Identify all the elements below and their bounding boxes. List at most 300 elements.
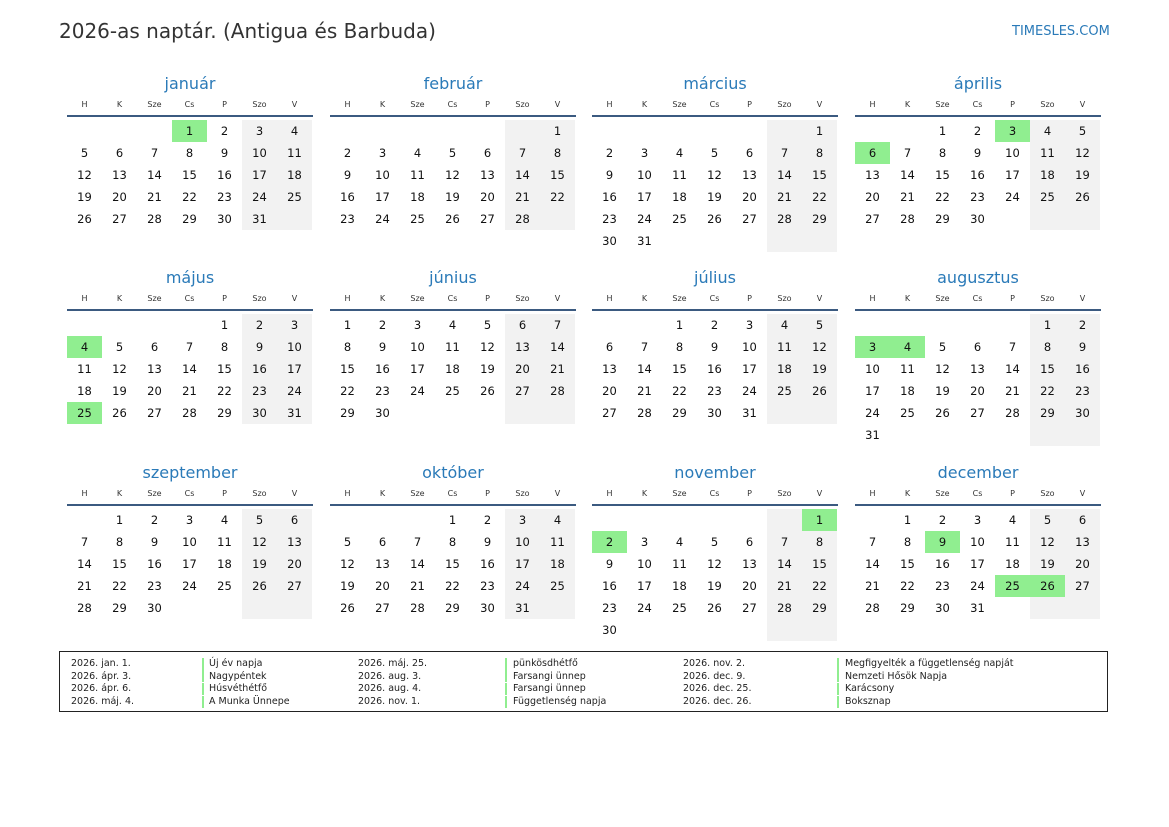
day-cell[interactable]: 24 [1005, 190, 1020, 204]
day-cell[interactable]: 18 [277, 164, 312, 186]
day-cell[interactable]: 4 [1008, 513, 1017, 527]
day-cell[interactable]: 6 [277, 509, 312, 531]
day-cell[interactable]: 14 [182, 362, 197, 376]
holiday-day-cell[interactable]: 4 [890, 336, 925, 358]
day-cell[interactable]: 25 [217, 579, 232, 593]
day-cell[interactable]: 27 [375, 601, 390, 615]
day-cell[interactable]: 13 [147, 362, 162, 376]
day-cell[interactable]: 19 [77, 190, 92, 204]
holiday-day-cell[interactable]: 26 [1030, 575, 1065, 597]
day-cell[interactable]: 14 [540, 336, 575, 358]
day-cell[interactable]: 21 [182, 384, 197, 398]
day-cell[interactable]: 6 [745, 146, 754, 160]
day-cell[interactable]: 25 [767, 380, 802, 402]
day-cell[interactable]: 15 [112, 557, 127, 571]
day-cell[interactable]: 16 [602, 190, 617, 204]
day-cell[interactable]: 8 [938, 146, 947, 160]
day-cell[interactable]: 16 [217, 168, 232, 182]
day-cell[interactable]: 31 [637, 234, 652, 248]
day-cell[interactable]: 28 [410, 601, 425, 615]
day-cell[interactable]: 16 [375, 362, 390, 376]
day-cell[interactable]: 7 [868, 535, 877, 549]
day-cell[interactable]: 1 [675, 318, 684, 332]
day-cell[interactable]: 9 [1065, 336, 1100, 358]
day-cell[interactable]: 3 [277, 314, 312, 336]
holiday-day-cell[interactable]: 1 [802, 509, 837, 531]
day-cell[interactable]: 22 [540, 186, 575, 208]
day-cell[interactable]: 21 [147, 190, 162, 204]
day-cell[interactable]: 10 [277, 336, 312, 358]
day-cell[interactable]: 2 [150, 513, 159, 527]
day-cell[interactable]: 14 [1005, 362, 1020, 376]
day-cell[interactable]: 26 [802, 380, 837, 402]
day-cell[interactable]: 11 [277, 142, 312, 164]
day-cell[interactable]: 9 [605, 168, 614, 182]
day-cell[interactable]: 15 [802, 164, 837, 186]
day-cell[interactable]: 30 [217, 212, 232, 226]
day-cell[interactable]: 25 [410, 212, 425, 226]
day-cell[interactable]: 31 [242, 208, 277, 230]
day-cell[interactable]: 17 [865, 384, 880, 398]
day-cell[interactable]: 13 [742, 168, 757, 182]
day-cell[interactable]: 21 [540, 358, 575, 380]
day-cell[interactable]: 23 [340, 212, 355, 226]
day-cell[interactable]: 12 [77, 168, 92, 182]
day-cell[interactable]: 6 [378, 535, 387, 549]
day-cell[interactable]: 6 [605, 340, 614, 354]
day-cell[interactable]: 29 [217, 406, 232, 420]
day-cell[interactable]: 3 [640, 535, 649, 549]
day-cell[interactable]: 20 [277, 553, 312, 575]
day-cell[interactable]: 26 [112, 406, 127, 420]
day-cell[interactable]: 20 [147, 384, 162, 398]
day-cell[interactable]: 8 [185, 146, 194, 160]
day-cell[interactable]: 3 [973, 513, 982, 527]
day-cell[interactable]: 25 [900, 406, 915, 420]
day-cell[interactable]: 24 [375, 212, 390, 226]
day-cell[interactable]: 5 [710, 146, 719, 160]
day-cell[interactable]: 15 [340, 362, 355, 376]
day-cell[interactable]: 21 [865, 579, 880, 593]
day-cell[interactable]: 19 [802, 358, 837, 380]
day-cell[interactable]: 23 [375, 384, 390, 398]
day-cell[interactable]: 24 [637, 212, 652, 226]
day-cell[interactable]: 3 [185, 513, 194, 527]
day-cell[interactable]: 12 [242, 531, 277, 553]
day-cell[interactable]: 28 [505, 208, 540, 230]
day-cell[interactable]: 24 [637, 601, 652, 615]
day-cell[interactable]: 24 [505, 575, 540, 597]
day-cell[interactable]: 2 [378, 318, 387, 332]
day-cell[interactable]: 13 [112, 168, 127, 182]
day-cell[interactable]: 13 [375, 557, 390, 571]
day-cell[interactable]: 19 [1030, 553, 1065, 575]
day-cell[interactable]: 17 [375, 190, 390, 204]
day-cell[interactable]: 21 [637, 384, 652, 398]
day-cell[interactable]: 24 [865, 406, 880, 420]
day-cell[interactable]: 10 [637, 168, 652, 182]
day-cell[interactable]: 2 [242, 314, 277, 336]
day-cell[interactable]: 20 [480, 190, 495, 204]
day-cell[interactable]: 11 [672, 168, 687, 182]
day-cell[interactable]: 30 [970, 212, 985, 226]
day-cell[interactable]: 8 [448, 535, 457, 549]
day-cell[interactable]: 27 [602, 406, 617, 420]
day-cell[interactable]: 17 [242, 164, 277, 186]
day-cell[interactable]: 17 [970, 557, 985, 571]
day-cell[interactable]: 8 [540, 142, 575, 164]
day-cell[interactable]: 17 [182, 557, 197, 571]
day-cell[interactable]: 17 [410, 362, 425, 376]
day-cell[interactable]: 21 [77, 579, 92, 593]
day-cell[interactable]: 7 [1008, 340, 1017, 354]
holiday-day-cell[interactable]: 4 [67, 336, 102, 358]
day-cell[interactable]: 16 [147, 557, 162, 571]
day-cell[interactable]: 6 [745, 535, 754, 549]
day-cell[interactable]: 11 [410, 168, 425, 182]
day-cell[interactable]: 19 [480, 362, 495, 376]
day-cell[interactable]: 30 [480, 601, 495, 615]
holiday-day-cell[interactable]: 2 [592, 531, 627, 553]
day-cell[interactable]: 12 [480, 340, 495, 354]
day-cell[interactable]: 5 [343, 535, 352, 549]
day-cell[interactable]: 1 [938, 124, 947, 138]
day-cell[interactable]: 22 [182, 190, 197, 204]
day-cell[interactable]: 4 [277, 120, 312, 142]
day-cell[interactable]: 16 [602, 579, 617, 593]
day-cell[interactable]: 22 [112, 579, 127, 593]
day-cell[interactable]: 12 [340, 557, 355, 571]
day-cell[interactable]: 7 [505, 142, 540, 164]
day-cell[interactable]: 17 [637, 579, 652, 593]
day-cell[interactable]: 16 [970, 168, 985, 182]
day-cell[interactable]: 18 [77, 384, 92, 398]
day-cell[interactable]: 9 [378, 340, 387, 354]
day-cell[interactable]: 10 [242, 142, 277, 164]
holiday-day-cell[interactable]: 25 [67, 402, 102, 424]
day-cell[interactable]: 25 [1030, 186, 1065, 208]
day-cell[interactable]: 2 [938, 513, 947, 527]
day-cell[interactable]: 28 [147, 212, 162, 226]
day-cell[interactable]: 21 [900, 190, 915, 204]
day-cell[interactable]: 16 [1065, 358, 1100, 380]
day-cell[interactable]: 19 [707, 579, 722, 593]
day-cell[interactable]: 5 [242, 509, 277, 531]
holiday-day-cell[interactable]: 3 [855, 336, 890, 358]
day-cell[interactable]: 20 [865, 190, 880, 204]
day-cell[interactable]: 30 [375, 406, 390, 420]
day-cell[interactable]: 18 [1030, 164, 1065, 186]
day-cell[interactable]: 28 [540, 380, 575, 402]
day-cell[interactable]: 8 [802, 531, 837, 553]
day-cell[interactable]: 2 [483, 513, 492, 527]
day-cell[interactable]: 30 [707, 406, 722, 420]
day-cell[interactable]: 27 [742, 601, 757, 615]
day-cell[interactable]: 30 [602, 234, 617, 248]
day-cell[interactable]: 31 [505, 597, 540, 619]
day-cell[interactable]: 14 [767, 553, 802, 575]
day-cell[interactable]: 21 [505, 186, 540, 208]
day-cell[interactable]: 7 [185, 340, 194, 354]
day-cell[interactable]: 13 [505, 336, 540, 358]
day-cell[interactable]: 8 [1030, 336, 1065, 358]
holiday-day-cell[interactable]: 6 [855, 142, 890, 164]
day-cell[interactable]: 20 [602, 384, 617, 398]
day-cell[interactable]: 25 [672, 601, 687, 615]
day-cell[interactable]: 19 [707, 190, 722, 204]
day-cell[interactable]: 23 [217, 190, 232, 204]
day-cell[interactable]: 9 [343, 168, 352, 182]
day-cell[interactable]: 6 [505, 314, 540, 336]
day-cell[interactable]: 24 [742, 384, 757, 398]
day-cell[interactable]: 11 [217, 535, 232, 549]
day-cell[interactable]: 28 [767, 208, 802, 230]
day-cell[interactable]: 2 [973, 124, 982, 138]
day-cell[interactable]: 17 [505, 553, 540, 575]
day-cell[interactable]: 18 [767, 358, 802, 380]
day-cell[interactable]: 1 [343, 318, 352, 332]
day-cell[interactable]: 6 [115, 146, 124, 160]
day-cell[interactable]: 4 [767, 314, 802, 336]
day-cell[interactable]: 5 [1030, 509, 1065, 531]
day-cell[interactable]: 31 [865, 428, 880, 442]
day-cell[interactable]: 31 [970, 601, 985, 615]
day-cell[interactable]: 22 [802, 186, 837, 208]
day-cell[interactable]: 29 [340, 406, 355, 420]
day-cell[interactable]: 9 [710, 340, 719, 354]
day-cell[interactable]: 9 [150, 535, 159, 549]
day-cell[interactable]: 18 [1005, 557, 1020, 571]
day-cell[interactable]: 10 [410, 340, 425, 354]
day-cell[interactable]: 14 [767, 164, 802, 186]
day-cell[interactable]: 20 [970, 384, 985, 398]
day-cell[interactable]: 15 [935, 168, 950, 182]
day-cell[interactable]: 4 [675, 146, 684, 160]
day-cell[interactable]: 15 [217, 362, 232, 376]
day-cell[interactable]: 27 [277, 575, 312, 597]
day-cell[interactable]: 11 [77, 362, 92, 376]
day-cell[interactable]: 3 [505, 509, 540, 531]
day-cell[interactable]: 23 [970, 190, 985, 204]
day-cell[interactable]: 20 [1065, 553, 1100, 575]
day-cell[interactable]: 17 [742, 362, 757, 376]
day-cell[interactable]: 15 [900, 557, 915, 571]
day-cell[interactable]: 6 [150, 340, 159, 354]
day-cell[interactable]: 24 [277, 380, 312, 402]
day-cell[interactable]: 26 [445, 212, 460, 226]
day-cell[interactable]: 1 [802, 120, 837, 142]
day-cell[interactable]: 19 [340, 579, 355, 593]
day-cell[interactable]: 5 [115, 340, 124, 354]
day-cell[interactable]: 27 [147, 406, 162, 420]
day-cell[interactable]: 7 [767, 142, 802, 164]
day-cell[interactable]: 15 [802, 553, 837, 575]
holiday-day-cell[interactable]: 25 [995, 575, 1030, 597]
day-cell[interactable]: 20 [505, 358, 540, 380]
day-cell[interactable]: 15 [672, 362, 687, 376]
day-cell[interactable]: 4 [1030, 120, 1065, 142]
day-cell[interactable]: 9 [242, 336, 277, 358]
day-cell[interactable]: 26 [707, 212, 722, 226]
day-cell[interactable]: 25 [672, 212, 687, 226]
day-cell[interactable]: 3 [242, 120, 277, 142]
day-cell[interactable]: 2 [710, 318, 719, 332]
day-cell[interactable]: 1 [115, 513, 124, 527]
day-cell[interactable]: 5 [80, 146, 89, 160]
day-cell[interactable]: 27 [742, 212, 757, 226]
day-cell[interactable]: 4 [675, 535, 684, 549]
day-cell[interactable]: 23 [707, 384, 722, 398]
day-cell[interactable]: 2 [220, 124, 229, 138]
day-cell[interactable]: 26 [340, 601, 355, 615]
day-cell[interactable]: 27 [112, 212, 127, 226]
day-cell[interactable]: 29 [935, 212, 950, 226]
day-cell[interactable]: 7 [540, 314, 575, 336]
day-cell[interactable]: 16 [340, 190, 355, 204]
day-cell[interactable]: 13 [480, 168, 495, 182]
holiday-day-cell[interactable]: 3 [995, 120, 1030, 142]
day-cell[interactable]: 9 [220, 146, 229, 160]
day-cell[interactable]: 26 [707, 601, 722, 615]
day-cell[interactable]: 16 [707, 362, 722, 376]
day-cell[interactable]: 4 [540, 509, 575, 531]
day-cell[interactable]: 27 [1065, 575, 1100, 597]
day-cell[interactable]: 22 [340, 384, 355, 398]
day-cell[interactable]: 30 [147, 601, 162, 615]
day-cell[interactable]: 20 [742, 190, 757, 204]
holiday-day-cell[interactable]: 1 [172, 120, 207, 142]
day-cell[interactable]: 26 [935, 406, 950, 420]
day-cell[interactable]: 14 [147, 168, 162, 182]
day-cell[interactable]: 10 [865, 362, 880, 376]
day-cell[interactable]: 5 [448, 146, 457, 160]
day-cell[interactable]: 16 [935, 557, 950, 571]
day-cell[interactable]: 27 [865, 212, 880, 226]
day-cell[interactable]: 18 [445, 362, 460, 376]
day-cell[interactable]: 12 [802, 336, 837, 358]
day-cell[interactable]: 6 [973, 340, 982, 354]
day-cell[interactable]: 4 [220, 513, 229, 527]
day-cell[interactable]: 29 [112, 601, 127, 615]
brand-link[interactable]: TIMESLES.COM [1012, 24, 1110, 39]
day-cell[interactable]: 10 [375, 168, 390, 182]
day-cell[interactable]: 29 [445, 601, 460, 615]
day-cell[interactable]: 31 [277, 402, 312, 424]
day-cell[interactable]: 3 [640, 146, 649, 160]
day-cell[interactable]: 8 [903, 535, 912, 549]
day-cell[interactable]: 22 [900, 579, 915, 593]
day-cell[interactable]: 29 [1030, 402, 1065, 424]
day-cell[interactable]: 28 [1005, 406, 1020, 420]
day-cell[interactable]: 15 [540, 164, 575, 186]
day-cell[interactable]: 9 [483, 535, 492, 549]
day-cell[interactable]: 10 [1005, 146, 1020, 160]
day-cell[interactable]: 21 [767, 186, 802, 208]
day-cell[interactable]: 10 [505, 531, 540, 553]
day-cell[interactable]: 7 [903, 146, 912, 160]
day-cell[interactable]: 8 [115, 535, 124, 549]
day-cell[interactable]: 18 [672, 190, 687, 204]
day-cell[interactable]: 1 [540, 120, 575, 142]
day-cell[interactable]: 12 [1065, 142, 1100, 164]
day-cell[interactable]: 23 [602, 601, 617, 615]
day-cell[interactable]: 22 [672, 384, 687, 398]
day-cell[interactable]: 23 [480, 579, 495, 593]
day-cell[interactable]: 14 [900, 168, 915, 182]
day-cell[interactable]: 23 [602, 212, 617, 226]
day-cell[interactable]: 8 [343, 340, 352, 354]
day-cell[interactable]: 16 [480, 557, 495, 571]
day-cell[interactable]: 3 [745, 318, 754, 332]
day-cell[interactable]: 25 [540, 575, 575, 597]
day-cell[interactable]: 23 [935, 579, 950, 593]
day-cell[interactable]: 11 [1030, 142, 1065, 164]
day-cell[interactable]: 12 [112, 362, 127, 376]
day-cell[interactable]: 6 [483, 146, 492, 160]
day-cell[interactable]: 22 [445, 579, 460, 593]
day-cell[interactable]: 30 [242, 402, 277, 424]
day-cell[interactable]: 11 [540, 531, 575, 553]
day-cell[interactable]: 11 [767, 336, 802, 358]
day-cell[interactable]: 1 [448, 513, 457, 527]
day-cell[interactable]: 22 [935, 190, 950, 204]
day-cell[interactable]: 14 [637, 362, 652, 376]
day-cell[interactable]: 1 [1030, 314, 1065, 336]
day-cell[interactable]: 24 [410, 384, 425, 398]
day-cell[interactable]: 5 [802, 314, 837, 336]
day-cell[interactable]: 7 [640, 340, 649, 354]
day-cell[interactable]: 22 [802, 575, 837, 597]
day-cell[interactable]: 2 [343, 146, 352, 160]
day-cell[interactable]: 22 [1030, 380, 1065, 402]
day-cell[interactable]: 12 [707, 168, 722, 182]
day-cell[interactable]: 18 [900, 384, 915, 398]
day-cell[interactable]: 17 [1005, 168, 1020, 182]
day-cell[interactable]: 17 [637, 190, 652, 204]
day-cell[interactable]: 10 [970, 535, 985, 549]
day-cell[interactable]: 17 [277, 358, 312, 380]
day-cell[interactable]: 2 [605, 146, 614, 160]
day-cell[interactable]: 7 [80, 535, 89, 549]
day-cell[interactable]: 28 [77, 601, 92, 615]
day-cell[interactable]: 8 [675, 340, 684, 354]
day-cell[interactable]: 28 [865, 601, 880, 615]
day-cell[interactable]: 9 [973, 146, 982, 160]
day-cell[interactable]: 9 [605, 557, 614, 571]
day-cell[interactable]: 15 [445, 557, 460, 571]
day-cell[interactable]: 6 [1065, 509, 1100, 531]
day-cell[interactable]: 15 [1030, 358, 1065, 380]
day-cell[interactable]: 14 [410, 557, 425, 571]
day-cell[interactable]: 11 [445, 340, 460, 354]
day-cell[interactable]: 11 [672, 557, 687, 571]
day-cell[interactable]: 2 [1065, 314, 1100, 336]
day-cell[interactable]: 4 [448, 318, 457, 332]
day-cell[interactable]: 18 [410, 190, 425, 204]
day-cell[interactable]: 26 [480, 384, 495, 398]
day-cell[interactable]: 24 [970, 579, 985, 593]
day-cell[interactable]: 22 [217, 384, 232, 398]
day-cell[interactable]: 14 [77, 557, 92, 571]
day-cell[interactable]: 28 [182, 406, 197, 420]
day-cell[interactable]: 23 [147, 579, 162, 593]
day-cell[interactable]: 11 [1005, 535, 1020, 549]
day-cell[interactable]: 27 [480, 212, 495, 226]
day-cell[interactable]: 13 [277, 531, 312, 553]
day-cell[interactable]: 13 [602, 362, 617, 376]
day-cell[interactable]: 10 [637, 557, 652, 571]
day-cell[interactable]: 11 [900, 362, 915, 376]
